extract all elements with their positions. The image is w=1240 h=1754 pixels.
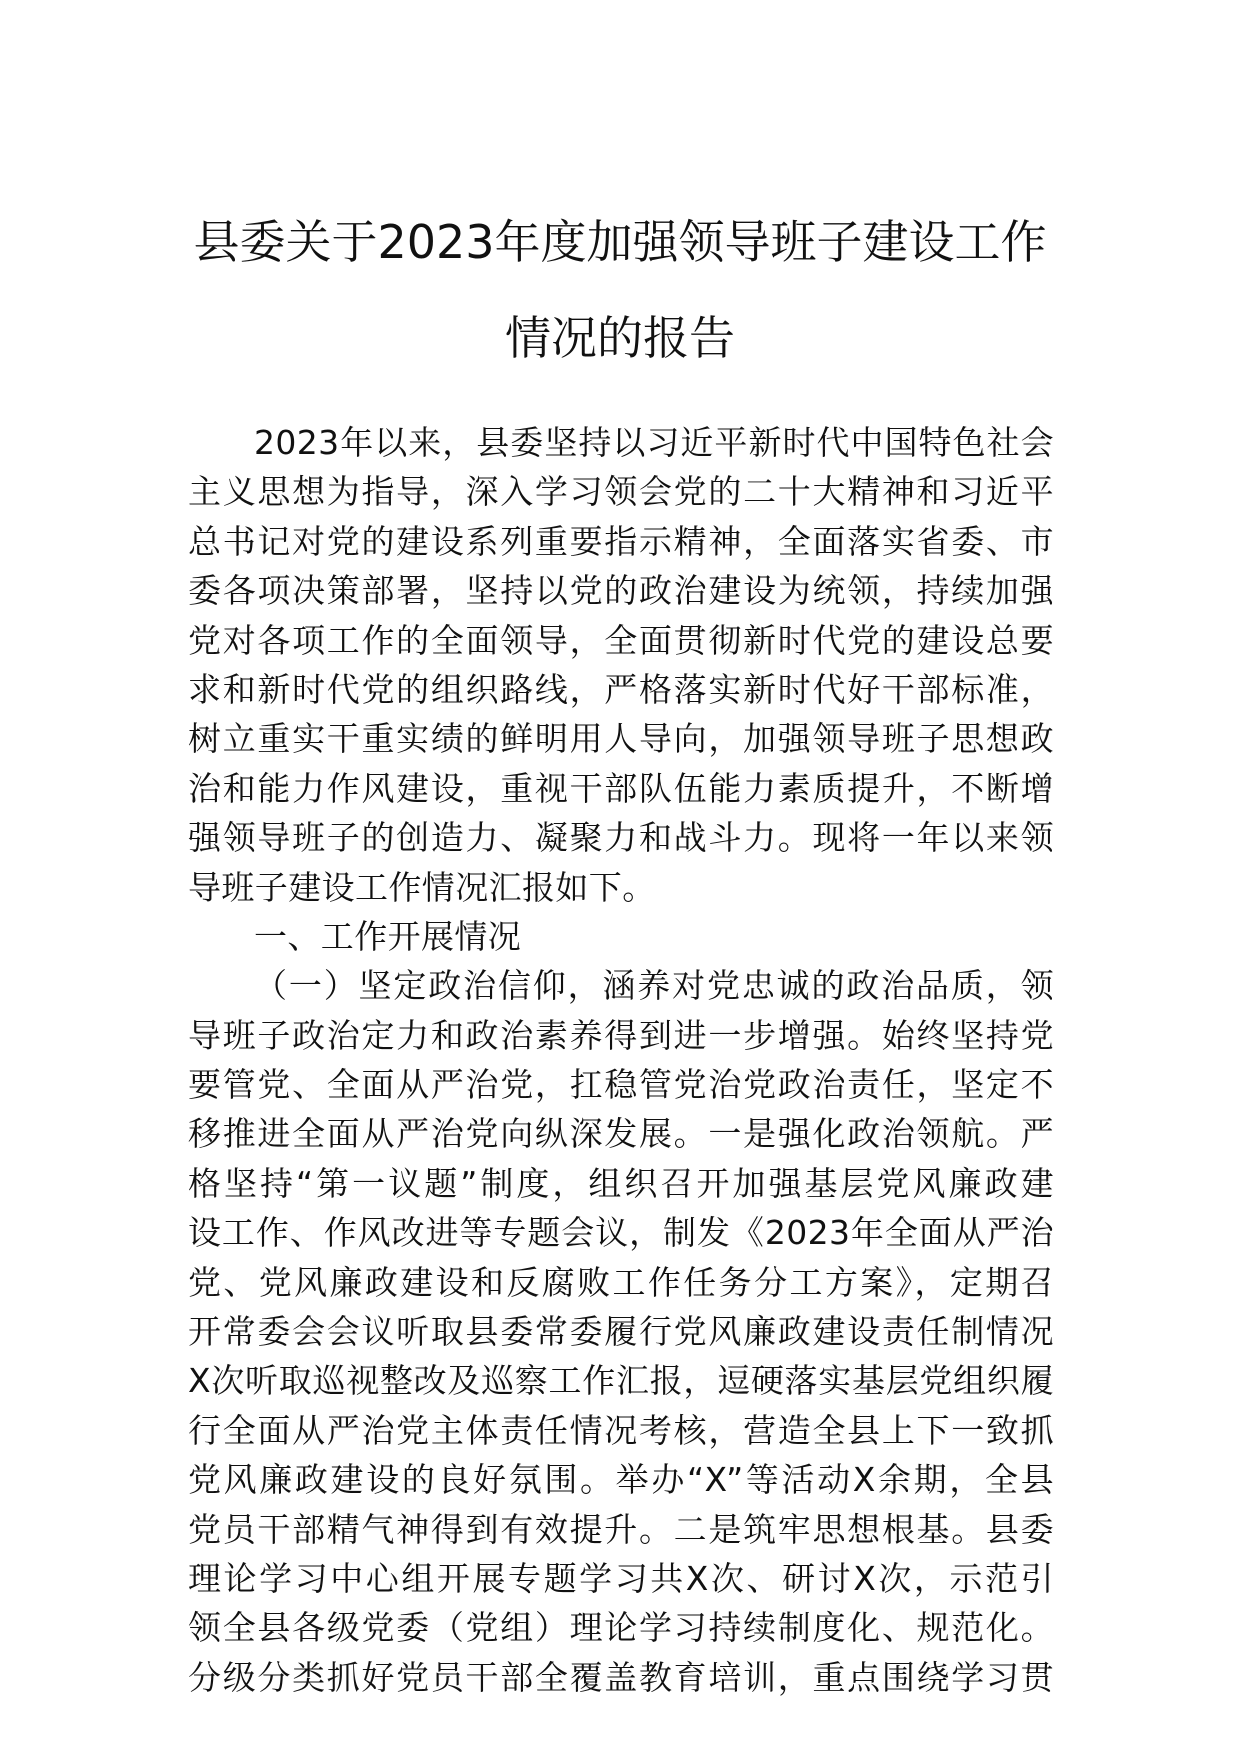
paragraph-line: 移推进全面从严治党向纵深发展。一是强化政治领航。严 (188, 1114, 1054, 1154)
paragraph-line: 开常委会会议听取县委常委履行党风廉政建设责任制情况 (188, 1312, 1054, 1352)
paragraph-line: 强领导班子的创造力、凝聚力和战斗力。现将一年以来领 (188, 818, 1054, 858)
paragraph-line: 党员干部精气神得到有效提升。二是筑牢思想根基。县委 (188, 1509, 1054, 1549)
paragraph-line: 主义思想为指导，深入学习领会党的二十大精神和习近平 (188, 472, 1054, 512)
section-heading: 一、工作开展情况 (254, 916, 522, 956)
paragraph-line: X次听取巡视整改及巡察工作汇报，逗硬落实基层党组织履 (188, 1361, 1054, 1401)
paragraph-line: 党、党风廉政建设和反腐败工作任务分工方案》，定期召 (188, 1262, 1054, 1302)
paragraph-line: 党对各项工作的全面领导，全面贯彻新时代党的建设总要 (188, 620, 1054, 660)
paragraph-line: 求和新时代党的组织路线，严格落实新时代好干部标准， (188, 669, 1054, 709)
paragraph-line: 理论学习中心组开展专题学习共X次、研讨X次，示范引 (188, 1558, 1054, 1598)
report-title-line-1: 县委关于2023年度加强领导班子建设工作 (193, 215, 1047, 269)
paragraph-line: 行全面从严治党主体责任情况考核，营造全县上下一致抓 (188, 1410, 1054, 1450)
report-title-line-2: 情况的报告 (505, 311, 735, 365)
paragraph-line: 委各项决策部署，坚持以党的政治建设为统领，持续加强 (188, 571, 1054, 611)
paragraph-line: 树立重实干重实绩的鲜明用人导向，加强领导班子思想政 (188, 719, 1054, 759)
paragraph-line: 导班子政治定力和政治素养得到进一步增强。始终坚持党 (188, 1015, 1054, 1055)
paragraph-line: 领全县各级党委（党组）理论学习持续制度化、规范化。 (188, 1608, 1054, 1648)
paragraph-line: 分级分类抓好党员干部全覆盖教育培训，重点围绕学习贯 (188, 1657, 1054, 1697)
paragraph-line: 导班子建设工作情况汇报如下。 (188, 867, 656, 907)
paragraph-line: （一）坚定政治信仰，涵养对党忠诚的政治品质，领 (254, 966, 1054, 1006)
paragraph-line: 格坚持“第一议题”制度，组织召开加强基层党风廉政建 (188, 1163, 1054, 1203)
paragraph-line: 党风廉政建设的良好氛围。举办“X”等活动X余期，全县 (188, 1460, 1054, 1500)
paragraph-line: 总书记对党的建设系列重要指示精神，全面落实省委、市 (188, 521, 1054, 561)
report-body (188, 418, 1054, 1702)
paragraph-line: 要管党、全面从严治党，扛稳管党治党政治责任，坚定不 (188, 1065, 1054, 1105)
paragraph-line: 设工作、作风改进等专题会议，制发《2023年全面从严治 (188, 1213, 1054, 1253)
paragraph-line: 治和能力作风建设，重视干部队伍能力素质提升，不断增 (188, 768, 1054, 808)
paragraph-line: 2023年以来，县委坚持以习近平新时代中国特色社会 (254, 423, 1054, 462)
